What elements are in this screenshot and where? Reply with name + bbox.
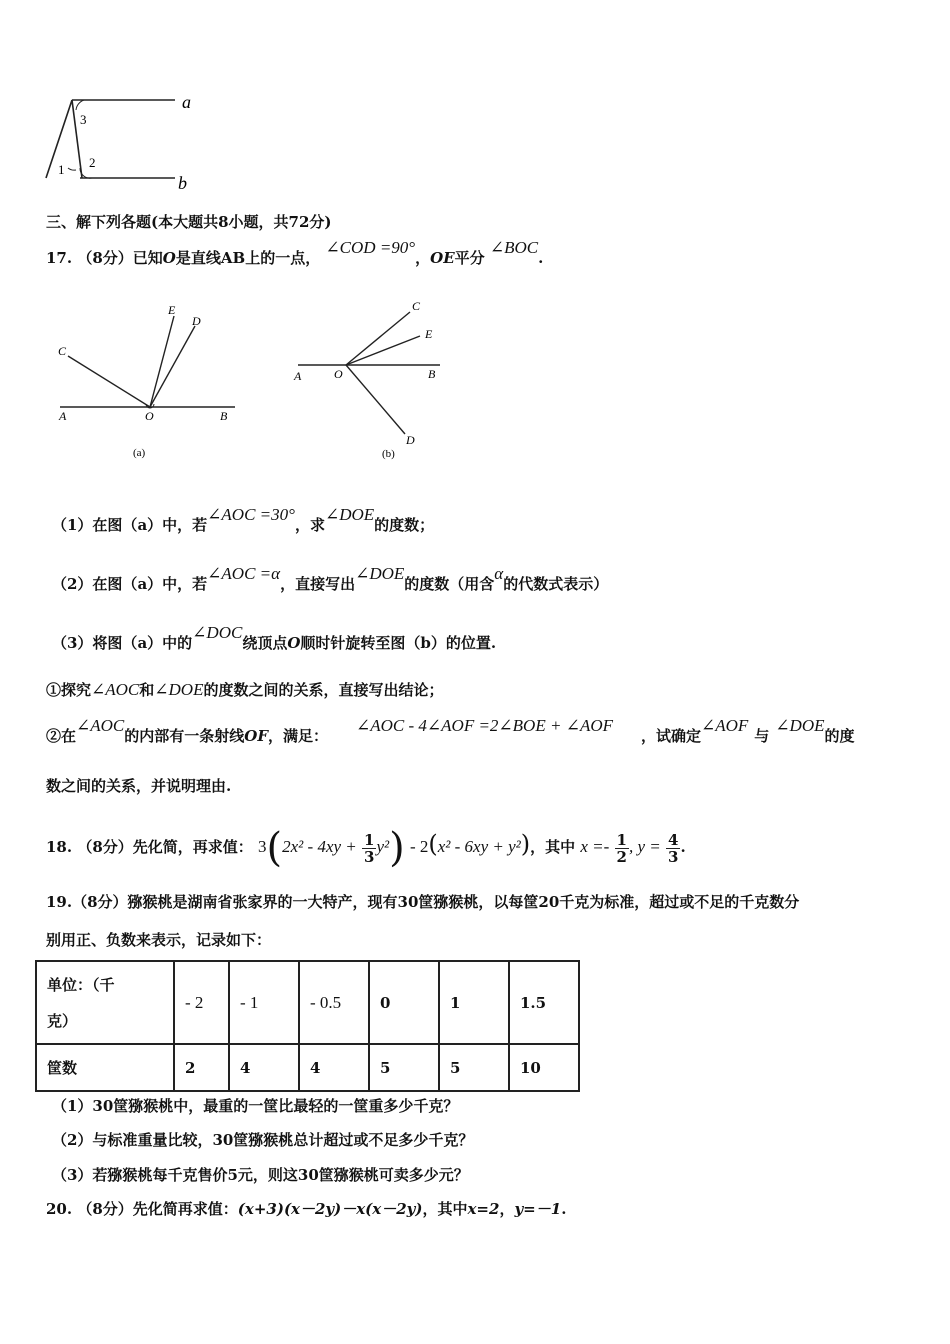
table-cell: 2 — [174, 1044, 229, 1091]
q19-part-2: （2）与标准重量比较，30筐猕猴桃总计超过或不足多少千克？ — [52, 1131, 474, 1149]
q17-p3-point-o: O — [287, 634, 301, 652]
fig-a-label-b: B — [220, 409, 228, 423]
q17-line — [46, 238, 544, 268]
label-2: 2 — [89, 155, 96, 170]
fig-b-label-c: C — [412, 299, 421, 313]
q20-y-value: y=－1 — [514, 1200, 562, 1218]
q18-y-equals: , y = — [628, 837, 661, 856]
q20-line — [46, 1199, 566, 1219]
q17-s1-text-a: ①探究 — [46, 681, 92, 699]
q17-s2-text-f: 的度 — [824, 727, 855, 745]
q19-line-1: 19.（8分）猕猴桃是湖南省张家界的一大特产，现有30筐猕猴桃，以每筐20千克为标准，超过或不足的千克数分 — [46, 893, 800, 911]
q17-text-5: . — [538, 249, 544, 267]
q17-p2-math-alpha: α — [494, 564, 504, 583]
fig-a-label-e: E — [168, 303, 176, 317]
q17-p3-text-c: 顺时针旋转至图（b）的位置. — [300, 634, 497, 652]
table-cell: 4 — [229, 1044, 299, 1091]
q18-text-2: ，其中 — [530, 838, 576, 856]
figure-b — [290, 296, 460, 466]
q17-s1-math-doe: ∠DOE — [154, 680, 204, 699]
q17-s2-math-doe: ∠DOE — [775, 716, 825, 735]
q17-p1-math-doe: ∠DOE — [324, 505, 375, 524]
q17-s2-math-condition: ∠AOC - 4∠AOF =2∠BOE + ∠AOF — [356, 716, 613, 735]
q18-line: 18. （8分）先化简，再求值： 3(2x² - 4xy + $\frac{1}{3}$ y²) - 2(x² - 6xy + y²)，其中 x =- $\frac{1}{2}$ , y = $\frac{4}{3}$ . — [46, 825, 686, 871]
fig-b-label-a: A — [294, 369, 302, 383]
q17-condition-cod: ∠COD =90° — [325, 238, 416, 257]
q18-text-1: 先化简，再求值： — [132, 838, 253, 856]
angle-3-arc — [76, 100, 84, 110]
q18-frac2-num: 1 — [616, 830, 627, 849]
q17-p2-text-d: 的代数式表示） — [503, 575, 609, 593]
q18-text-3: . — [680, 838, 686, 856]
q19-record-table — [35, 960, 580, 1092]
fig-b-label-d: D — [406, 433, 415, 447]
label-1: 1 — [58, 162, 65, 177]
q20-expression: (x+3)(x－2y)－x(x－2y) — [237, 1200, 423, 1218]
q17-s2-text-d: ，试确定 — [640, 727, 701, 745]
table-header-count: 筐数 — [36, 1044, 174, 1091]
q18-number: 18. — [46, 838, 73, 856]
q20-points: （8分） — [77, 1200, 133, 1218]
fig-b-label-b: B — [428, 367, 436, 381]
q18-expr-y2: y² — [376, 837, 390, 856]
q18-expr-part-b: 2x² - 4xy + — [282, 837, 357, 856]
q17-s1-math-aoc: ∠AOC — [91, 680, 140, 699]
q19-line-2: 别用正、负数来表示，记录如下： — [46, 931, 272, 949]
q17-p2-text-b: ，直接写出 — [280, 575, 356, 593]
q18-frac3-num: 4 — [668, 830, 679, 849]
q20-text-3: . — [561, 1200, 567, 1218]
table-cell: 0 — [369, 961, 439, 1044]
q17-ray-oe: OE — [430, 249, 455, 267]
table-row — [36, 1044, 579, 1091]
q17-p3-text-b: 绕顶点 — [242, 634, 288, 652]
q17-p3-math-doc: ∠DOC — [192, 623, 243, 642]
q17-s2-text-b: 的内部有一条射线 — [124, 727, 245, 745]
q17-s2-text-a: ②在 — [46, 727, 77, 745]
unit-header-line-2: 克） — [47, 1011, 78, 1030]
q18-frac-1-2 — [615, 832, 629, 865]
label-b: b — [178, 173, 187, 192]
q18-points: （8分） — [77, 838, 133, 856]
table-cell: - 1 — [229, 961, 299, 1044]
q17-p1-text-a: （1）在图（a）中，若 — [52, 516, 208, 534]
q18-frac1-num: 1 — [364, 830, 375, 849]
q17-part-2 — [52, 564, 609, 594]
fig-a-caption: (a) — [133, 447, 146, 459]
table-cell: - 0.5 — [299, 961, 369, 1044]
q17-text-3: ， — [415, 249, 431, 267]
q17-p1-text-b: ，求 — [294, 516, 325, 534]
q17-text-1: 已知 — [132, 249, 163, 267]
q17-condition-boc: ∠BOC — [489, 238, 539, 257]
q17-part-1 — [52, 505, 435, 535]
q17-sub-1 — [46, 680, 443, 700]
q17-s2-math-aof: ∠AOF — [701, 716, 749, 735]
q20-separator: ， — [499, 1200, 515, 1218]
q20-number: 20. — [46, 1200, 73, 1218]
q17-s2-ray-of: OF — [244, 727, 268, 745]
table-cell: 4 — [299, 1044, 369, 1091]
q18-expr-minus-2: - 2 — [409, 837, 429, 856]
q20-text-2: ，其中 — [422, 1200, 468, 1218]
figure-a — [50, 298, 250, 463]
q17-p2-math-doe: ∠DOE — [355, 564, 405, 583]
fig-a-label-a: A — [59, 409, 67, 423]
q17-sub-2-continued: 数之间的关系，并说明理由. — [46, 777, 232, 795]
q17-point-o: O — [162, 249, 176, 267]
q18-frac-4-3 — [666, 832, 680, 865]
q20-text-1: 先化简再求值： — [132, 1200, 238, 1218]
fig-b-caption: (b) — [382, 448, 395, 460]
table-cell: - 2 — [174, 961, 229, 1044]
q18-expr-coef-3: 3 — [258, 837, 267, 856]
q17-p1-math-aoc: ∠AOC =30° — [207, 505, 295, 524]
q17-s2-text-c: ，满足： — [268, 727, 329, 745]
q18-expr-part-e: x² - 6xy + y² — [437, 837, 521, 856]
q19-part-1: （1）30筐猕猴桃中，最重的一筐比最轻的一筐重多少千克？ — [52, 1097, 459, 1115]
table-row — [36, 961, 579, 1044]
q17-sub-2 — [46, 716, 855, 746]
q18-x-equals: x =- — [580, 837, 610, 856]
q17-s2-text-e: 与 — [754, 727, 770, 745]
fig-b-label-e: E — [425, 327, 433, 341]
q17-text-2: 是直线AB上的一点， — [175, 249, 321, 267]
q17-p2-math-aoc: ∠AOC =α — [207, 564, 281, 583]
q17-p3-text-a: （3）将图（a）中的 — [52, 634, 193, 652]
angle-1-arc — [68, 168, 76, 170]
unit-header-line-1: 单位：（千 — [47, 975, 115, 994]
table-cell: 10 — [509, 1044, 579, 1091]
table-cell: 5 — [439, 1044, 509, 1091]
q20-x-value: x=2 — [467, 1200, 500, 1218]
fig-b-label-o: O — [334, 367, 343, 381]
q18-frac1-den: 3 — [364, 847, 375, 866]
q19-part-3: （3）若猕猴桃每千克售价5元，则这30筐猕猴桃可卖多少元？ — [52, 1166, 469, 1184]
q17-text-4: 平分 — [454, 249, 485, 267]
q17-s1-text-c: 的度数之间的关系，直接写出结论； — [203, 681, 444, 699]
q17-p1-text-c: 的度数； — [374, 516, 435, 534]
fig-a-label-o: O — [145, 409, 154, 423]
section-heading: 三、解下列各题(本大题共8小题，共72分) — [46, 213, 332, 231]
q17-p2-text-c: 的度数（用含 — [404, 575, 495, 593]
q17-number: 17. — [46, 249, 73, 267]
q17-s2-math-aoc: ∠AOC — [76, 716, 125, 735]
label-3: 3 — [80, 112, 87, 127]
q18-frac2-den: 2 — [616, 847, 627, 866]
table-cell: 1.5 — [509, 961, 579, 1044]
q17-points: （8分） — [77, 249, 133, 267]
table-cell: 1 — [439, 961, 509, 1044]
q18-frac-1-3 — [362, 832, 376, 865]
fig-a-label-c: C — [58, 344, 67, 358]
table-cell: 5 — [369, 1044, 439, 1091]
q18-frac3-den: 3 — [668, 847, 679, 866]
table-header-unit — [36, 961, 174, 1044]
parallel-lines-figure — [40, 92, 210, 192]
q17-part-3 — [52, 623, 497, 653]
q17-p2-text-a: （2）在图（a）中，若 — [52, 575, 208, 593]
fig-a-label-d: D — [192, 314, 201, 328]
label-a: a — [182, 92, 191, 112]
q17-s1-text-b: 和 — [139, 681, 155, 699]
